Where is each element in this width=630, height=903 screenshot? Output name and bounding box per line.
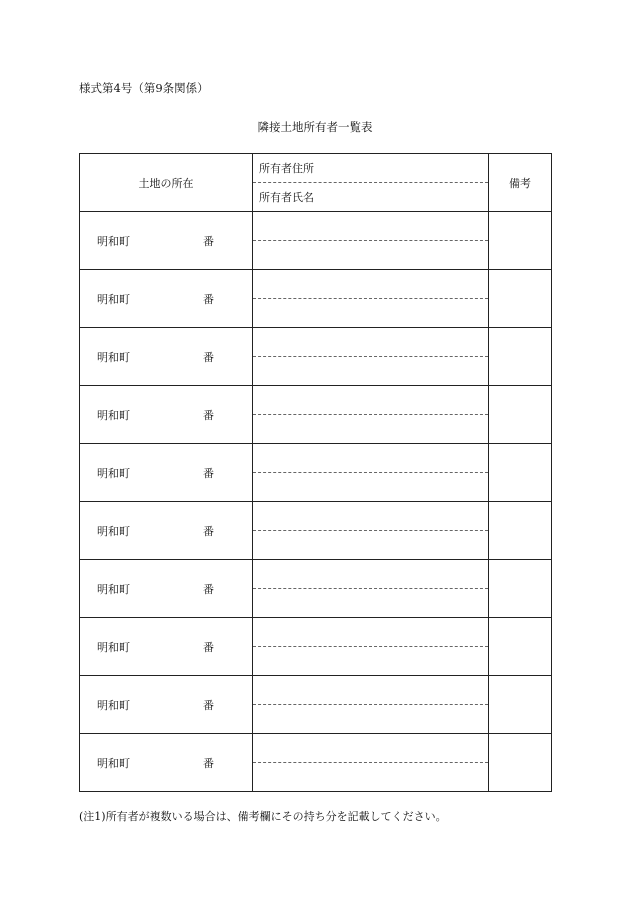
lot-number-label: 番 xyxy=(203,524,214,538)
owner-cell xyxy=(253,618,489,676)
owner-name-field[interactable] xyxy=(253,473,488,501)
document-title: 隣接土地所有者一覧表 xyxy=(257,120,373,134)
owner-address-field[interactable] xyxy=(253,387,488,416)
owner-address-field[interactable] xyxy=(253,271,488,300)
town-label: 明和町 xyxy=(97,408,130,422)
owner-name-field[interactable] xyxy=(253,531,488,559)
owner-address-field[interactable] xyxy=(253,503,488,532)
town-label: 明和町 xyxy=(97,698,130,712)
owner-cell xyxy=(253,502,489,560)
owner-address-field[interactable] xyxy=(253,445,488,474)
town-label: 明和町 xyxy=(97,234,130,248)
footnote: (注1)所有者が複数いる場合は、備考欄にその持ち分を記載してください。 xyxy=(79,810,447,823)
remarks-cell[interactable] xyxy=(489,560,552,618)
lot-number-label: 番 xyxy=(203,466,214,480)
owner-cell xyxy=(253,560,489,618)
remarks-header: 備考 xyxy=(489,154,552,212)
owner-cell xyxy=(253,676,489,734)
remarks-cell[interactable] xyxy=(489,676,552,734)
town-label: 明和町 xyxy=(97,350,130,364)
location-cell[interactable] xyxy=(80,444,253,502)
location-cell[interactable] xyxy=(80,676,253,734)
lot-number-label: 番 xyxy=(203,640,214,654)
table-row xyxy=(80,676,552,734)
table-row xyxy=(80,618,552,676)
lot-number-label: 番 xyxy=(203,292,214,306)
form-number: 様式第4号（第9条関係） xyxy=(79,81,209,95)
owner-address-field[interactable] xyxy=(253,619,488,648)
owner-name-header: 所有者氏名 xyxy=(259,190,314,204)
owner-cell xyxy=(253,444,489,502)
town-label: 明和町 xyxy=(97,582,130,596)
owner-address-field[interactable] xyxy=(253,561,488,590)
owner-address-field[interactable] xyxy=(253,735,488,764)
town-label: 明和町 xyxy=(97,640,130,654)
remarks-cell[interactable] xyxy=(489,386,552,444)
table-row xyxy=(80,212,552,270)
lot-number-label: 番 xyxy=(203,582,214,596)
town-label: 明和町 xyxy=(97,756,130,770)
lot-number-label: 番 xyxy=(203,408,214,422)
owner-header-cell xyxy=(253,154,489,212)
lot-number-label: 番 xyxy=(203,350,214,364)
remarks-cell[interactable] xyxy=(489,502,552,560)
table-header-row xyxy=(80,154,552,212)
remarks-cell[interactable] xyxy=(489,618,552,676)
lot-number-label: 番 xyxy=(203,234,214,248)
owner-address-field[interactable] xyxy=(253,213,488,242)
location-cell[interactable] xyxy=(80,560,253,618)
owner-cell xyxy=(253,212,489,270)
owner-name-field[interactable] xyxy=(253,705,488,733)
location-cell[interactable] xyxy=(80,618,253,676)
owner-name-field[interactable] xyxy=(253,357,488,385)
owner-name-field[interactable] xyxy=(253,589,488,617)
owner-name-field[interactable] xyxy=(253,299,488,327)
neighbor-owners-table xyxy=(79,153,552,792)
owner-name-field[interactable] xyxy=(253,647,488,675)
location-cell[interactable] xyxy=(80,386,253,444)
location-cell[interactable] xyxy=(80,270,253,328)
owner-name-field[interactable] xyxy=(253,763,488,791)
location-cell[interactable] xyxy=(80,328,253,386)
remarks-cell[interactable] xyxy=(489,734,552,792)
town-label: 明和町 xyxy=(97,466,130,480)
owner-name-field[interactable] xyxy=(253,415,488,443)
owner-address-header: 所有者住所 xyxy=(253,155,488,184)
remarks-cell[interactable] xyxy=(489,212,552,270)
table-row xyxy=(80,444,552,502)
owner-name-field[interactable] xyxy=(253,241,488,269)
owner-cell xyxy=(253,270,489,328)
table-row xyxy=(80,502,552,560)
location-cell[interactable] xyxy=(80,734,253,792)
lot-number-label: 番 xyxy=(203,756,214,770)
location-cell[interactable] xyxy=(80,212,253,270)
owner-cell xyxy=(253,734,489,792)
owner-address-field[interactable] xyxy=(253,329,488,358)
remarks-cell[interactable] xyxy=(489,444,552,502)
table-row xyxy=(80,328,552,386)
location-cell[interactable] xyxy=(80,502,253,560)
table-row xyxy=(80,270,552,328)
location-header: 土地の所在 xyxy=(80,154,253,212)
table-row xyxy=(80,560,552,618)
town-label: 明和町 xyxy=(97,524,130,538)
remarks-cell[interactable] xyxy=(489,270,552,328)
remarks-cell[interactable] xyxy=(489,328,552,386)
owner-cell xyxy=(253,328,489,386)
table-row xyxy=(80,386,552,444)
table-row xyxy=(80,734,552,792)
owner-address-field[interactable] xyxy=(253,677,488,706)
town-label: 明和町 xyxy=(97,292,130,306)
owner-cell xyxy=(253,386,489,444)
lot-number-label: 番 xyxy=(203,698,214,712)
